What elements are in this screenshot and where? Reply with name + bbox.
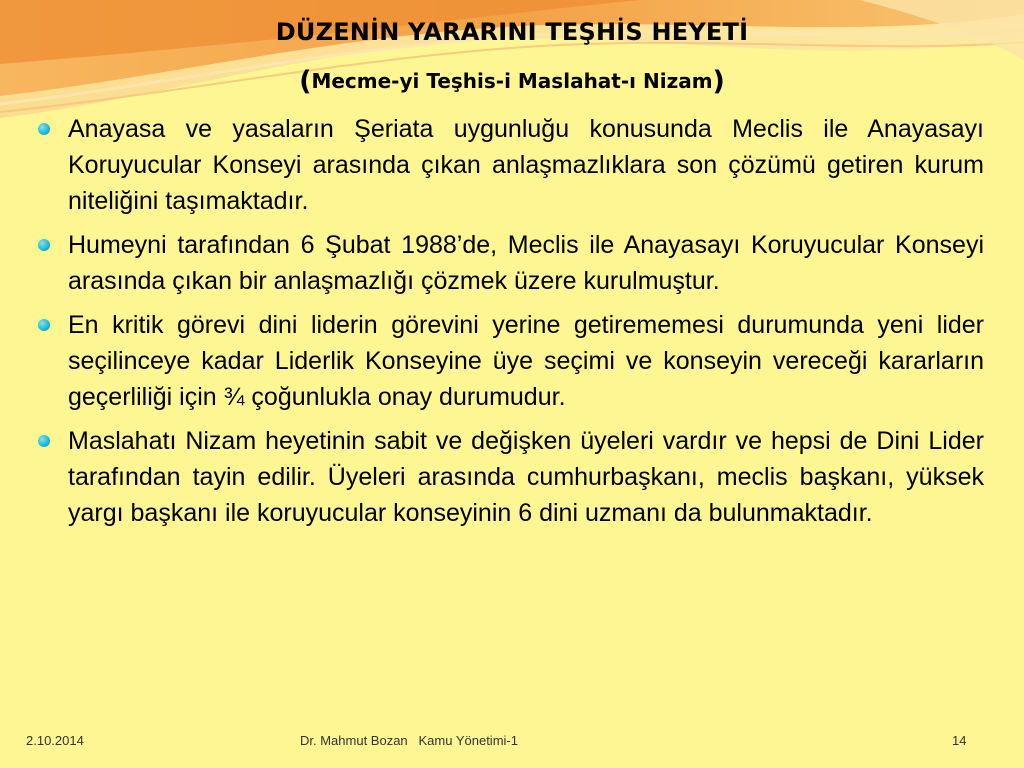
bullet-item bbox=[38, 111, 984, 219]
bullet-text: En kritik görevi dini liderin görevini yerine getirememesi durumunda yeni lider seçilinceye kadar Liderlik Konseyine üye seçimi ve konseyin vereceği kararların geçerliliği için ¾ çoğunlukla onay durumudur. bbox=[68, 311, 984, 411]
footer-author-course: Dr. Mahmut Bozan Kamu Yönetimi-1 bbox=[300, 733, 518, 748]
slide-title: DÜZENİN YARARINI TEŞHİS HEYETİ bbox=[275, 18, 749, 46]
bullet-text: Anayasa ve yasaların Şeriata uygunluğu konusunda Meclis ile Anayasayı Koruyucular Konseyi arasında çıkan anlaşmazlıklara son çözümü getiren kurum niteliğini taşımaktadır. bbox=[68, 115, 984, 215]
subtitle-open-paren: ( bbox=[299, 66, 312, 97]
footer-page-number: 14 bbox=[952, 733, 967, 748]
slide-content bbox=[38, 111, 984, 539]
bullet-text: Humeyni tarafından 6 Şubat 1988’de, Meclis ile Anayasayı Koruyucular Konseyi arasında çıkan bir anlaşmazlığı çözmek üzere kurulmuştur. bbox=[68, 231, 984, 295]
slide-subtitle-line bbox=[0, 66, 1024, 97]
subtitle-close-paren: ) bbox=[712, 66, 725, 97]
bullet-dot-icon bbox=[38, 319, 50, 331]
bullet-list bbox=[38, 111, 984, 531]
bullet-item bbox=[38, 227, 984, 299]
footer-date: 2.10.2014 bbox=[26, 733, 84, 748]
bullet-text: Maslahatı Nizam heyetinin sabit ve değişken üyeleri vardır ve hepsi de Dini Lider tarafından tayin edilir. Üyeleri arasında cumhurbaşkanı, meclis başkanı, yüksek yargı başkanı ile koruyucular konseyinin 6 dini uzmanı da bulunmaktadır. bbox=[68, 427, 984, 527]
bullet-item bbox=[38, 423, 984, 531]
bullet-dot-icon bbox=[38, 435, 50, 447]
bullet-dot-icon bbox=[38, 123, 50, 135]
bullet-dot-icon bbox=[38, 239, 50, 251]
slide-subtitle: Mecme-yi Teşhis-i Maslahat-ı Nizam bbox=[311, 69, 713, 93]
bullet-item bbox=[38, 307, 984, 415]
